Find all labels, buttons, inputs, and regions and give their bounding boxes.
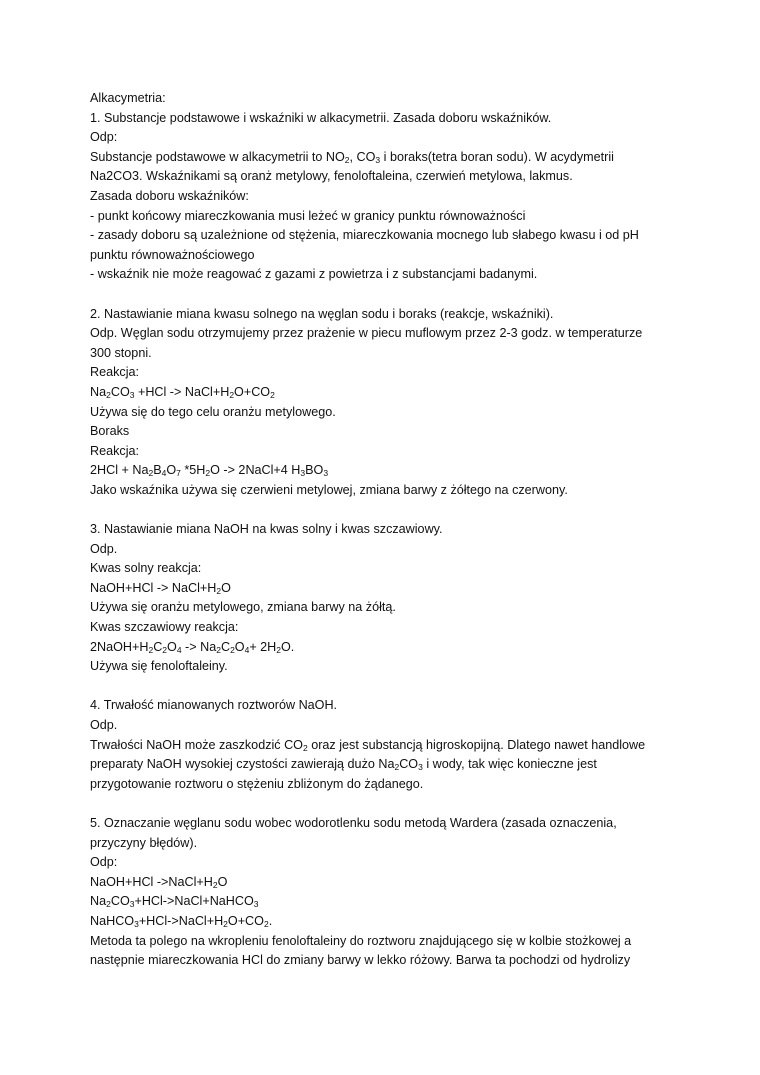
subscript: 2 — [148, 644, 154, 655]
subscript: 2 — [302, 742, 308, 753]
text-run: punktu równoważnościowego — [90, 247, 255, 262]
text-run: Używa się fenoloftaleiny. — [90, 659, 228, 674]
text-line — [90, 755, 670, 775]
blank-line — [90, 677, 670, 697]
text-line — [90, 775, 670, 795]
text-run: Reakcja: — [90, 443, 139, 458]
text-line — [90, 128, 670, 148]
text-run: Trwałości NaOH może zaszkodzić CO — [90, 737, 303, 752]
text-run: O — [167, 639, 177, 654]
text-line — [90, 873, 670, 893]
text-run: C — [220, 639, 231, 654]
text-run: Alkacymetria: — [90, 91, 166, 105]
subscript: 2 — [276, 644, 282, 655]
text-line — [90, 324, 670, 344]
text-run: Jako wskaźnika używa się czerwieni metylowej, zmiana barwy z żółtego na czerwony. — [90, 482, 568, 497]
text-run: 300 stopni. — [90, 345, 152, 360]
text-run: O — [166, 463, 177, 478]
text-run: Używa się oranżu metylowego, zmiana barwy na żółtą. — [90, 600, 396, 615]
text-run: O -> 2NaCl+4 H — [210, 463, 301, 478]
text-run: +HCl->NaCl+NaHCO — [134, 894, 254, 909]
text-line — [90, 461, 670, 481]
subscript: 2 — [263, 918, 269, 929]
text-run: O+CO — [227, 913, 264, 928]
text-run: Kwas solny reakcja: — [90, 561, 202, 576]
subscript: 3 — [134, 918, 139, 929]
text-line — [90, 638, 670, 658]
text-run: . — [268, 913, 273, 928]
text-run: Odp. — [90, 541, 118, 556]
text-line — [90, 344, 670, 364]
text-line — [90, 814, 670, 834]
text-run: Boraks — [90, 424, 130, 439]
text-run: Zasada doboru wskaźników: — [90, 188, 249, 203]
text-line — [90, 618, 670, 638]
text-line — [90, 892, 670, 912]
text-run: NaHCO — [90, 913, 135, 928]
text-run: przygotowanie roztworu o stężeniu zbliżonym do żądanego. — [90, 776, 424, 791]
subscript: 4 — [176, 644, 182, 655]
subscript: 2 — [106, 389, 111, 400]
subscript: 2 — [394, 762, 400, 773]
subscript: 7 — [176, 468, 181, 479]
subscript: 2 — [344, 154, 350, 165]
text-line — [90, 951, 670, 971]
subscript: 3 — [300, 468, 306, 479]
text-line — [90, 207, 670, 227]
text-run: O+CO — [234, 384, 271, 399]
subscript: 3 — [375, 154, 381, 165]
subscript: 2 — [162, 644, 168, 655]
text-run: Odp. — [90, 718, 118, 732]
text-run: O — [217, 874, 228, 889]
text-run: - wskaźnik nie może reagować z gazami z powietrza i z substancjami badanymi. — [90, 267, 538, 282]
text-line — [90, 736, 670, 756]
text-line — [90, 383, 670, 403]
text-line — [90, 148, 670, 168]
text-line — [90, 89, 670, 109]
subscript: 2 — [216, 644, 221, 655]
text-run: , CO — [349, 149, 376, 164]
document-body — [90, 89, 670, 971]
text-run: Odp: — [90, 130, 118, 145]
text-run: O. — [281, 639, 295, 654]
subscript: 3 — [129, 389, 135, 400]
subscript: 3 — [418, 762, 423, 773]
text-run: Metoda ta polego na wkropleniu fenoloftaleiny do roztworu znajdującego się w kolbie stożkowej a — [90, 933, 632, 948]
subscript: 4 — [161, 468, 167, 479]
text-run: + 2H — [249, 639, 277, 654]
text-line — [90, 716, 670, 736]
text-line — [90, 246, 670, 266]
text-line — [90, 540, 670, 560]
text-run: NaOH+HCl -> NaCl+H — [90, 580, 217, 595]
text-line — [90, 853, 670, 873]
text-line — [90, 696, 670, 716]
text-run: O — [234, 639, 245, 654]
text-line — [90, 834, 670, 854]
text-run: następnie miareczkowania HCl do zmiany barwy w lekko różowy. Barwa ta pochodzi od hydrolizy — [90, 953, 631, 968]
subscript: 2 — [229, 389, 235, 400]
text-line — [90, 109, 670, 129]
text-run: 2HCl + Na — [90, 463, 149, 478]
blank-line — [90, 500, 670, 520]
text-line — [90, 520, 670, 540]
text-run: 2NaOH+H — [90, 639, 149, 654]
text-run: CO — [110, 894, 130, 909]
text-run: Odp. Węglan sodu otrzymujemy przez prażenie w piecu muflowym przez 2-3 godz. w temperaturze — [90, 326, 643, 341]
text-run: i wody, tak więc konieczne jest — [422, 757, 597, 772]
subscript: 2 — [205, 468, 211, 479]
subscript: 2 — [270, 389, 275, 400]
text-line — [90, 932, 670, 952]
text-run: C — [153, 639, 163, 654]
text-run: 5. Oznaczanie węglanu sodu wobec wodorotlenku sodu metodą Wardera (zasada oznaczenia, — [90, 815, 617, 830]
subscript: 2 — [230, 644, 235, 655]
text-line — [90, 598, 670, 618]
text-line — [90, 579, 670, 599]
text-line — [90, 481, 670, 501]
text-run: Kwas szczawiowy reakcja: — [90, 620, 239, 635]
blank-line — [90, 794, 670, 814]
text-line — [90, 187, 670, 207]
subscript: 2 — [216, 585, 222, 596]
text-line — [90, 559, 670, 579]
subscript: 3 — [323, 468, 329, 479]
text-run: Odp: — [90, 855, 118, 870]
text-run: NaOH+HCl ->NaCl+H — [90, 874, 213, 889]
subscript: 2 — [212, 879, 218, 890]
text-run: Na2CO3. Wskaźnikami są oranż metylowy, fenoloftaleina, czerwień metylowa, lakmus. — [90, 169, 573, 184]
text-run: *5H — [180, 463, 206, 478]
text-run: Reakcja: — [90, 365, 139, 380]
text-run: O — [221, 580, 231, 595]
text-line — [90, 167, 670, 187]
text-run: 3. Nastawianie miana NaOH na kwas solny i kwas szczawiowy. — [90, 522, 443, 537]
text-run: Na — [90, 894, 107, 909]
subscript: 2 — [223, 918, 228, 929]
subscript: 3 — [129, 899, 135, 910]
text-line — [90, 265, 670, 285]
text-run: przyczyny błędów). — [90, 835, 198, 850]
text-run: BO — [305, 463, 324, 478]
text-line — [90, 657, 670, 677]
text-run: 4. Trwałość mianowanych roztworów NaOH. — [90, 698, 338, 713]
text-run: +HCl->NaCl+H — [138, 913, 224, 928]
text-line — [90, 403, 670, 423]
text-run: - zasady doboru są uzależnione od stężenia, miareczkowania mocnego lub słabego kwasu i od pH — [90, 228, 639, 243]
text-run: Substancje podstawowe w alkacymetrii to NO — [90, 149, 345, 164]
text-run: - punkt końcowy miareczkowania musi leżeć w granicy punktu równoważności — [90, 208, 526, 223]
text-run: i boraks(tetra boran sodu). W acydymetrii — [380, 149, 614, 164]
blank-line — [90, 285, 670, 305]
text-run: 1. Substancje podstawowe i wskaźniki w alkacymetrii. Zasada doboru wskaźników. — [90, 110, 552, 125]
text-run: CO — [110, 384, 130, 399]
text-run: oraz jest substancją higroskopijną. Dlatego nawet handlowe — [307, 737, 646, 752]
text-run: Na — [90, 384, 107, 399]
text-run: CO — [399, 757, 419, 772]
text-run: preparaty NaOH wysokiej czystości zawierają dużo Na — [90, 757, 395, 772]
subscript: 2 — [148, 468, 154, 479]
text-line — [90, 912, 670, 932]
subscript: 3 — [253, 899, 259, 910]
text-run: -> Na — [181, 639, 217, 654]
text-line — [90, 363, 670, 383]
text-run: +HCl -> NaCl+H — [134, 384, 230, 399]
subscript: 2 — [106, 899, 111, 910]
text-run: B — [153, 463, 162, 478]
text-line — [90, 226, 670, 246]
subscript: 4 — [244, 644, 250, 655]
text-line — [90, 305, 670, 325]
text-run: 2. Nastawianie miana kwasu solnego na węglan sodu i boraks (reakcje, wskaźniki). — [90, 306, 554, 321]
text-line — [90, 422, 670, 442]
text-run: Używa się do tego celu oranżu metylowego. — [90, 404, 336, 419]
text-line — [90, 442, 670, 462]
